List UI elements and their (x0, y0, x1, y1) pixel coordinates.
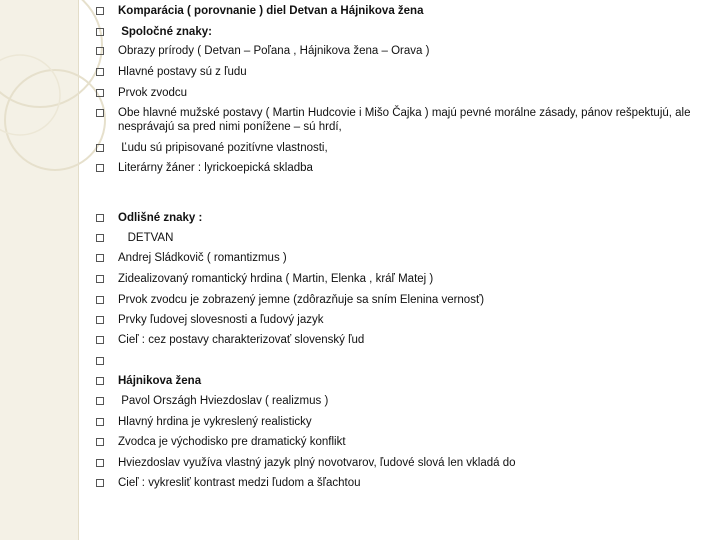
square-bullet-icon (96, 438, 104, 446)
list-item (96, 161, 696, 175)
square-bullet-icon (96, 234, 104, 242)
list-item (96, 141, 696, 155)
square-bullet-icon (96, 47, 104, 55)
square-bullet-icon (96, 275, 104, 283)
square-bullet-icon (96, 377, 104, 385)
list-item (96, 435, 696, 449)
list-item-text: DETVAN (118, 232, 174, 244)
list-item (96, 333, 696, 347)
list-item (96, 25, 696, 39)
list-item-text: Prvky ľudovej slovesnosti a ľudový jazyk (118, 314, 324, 326)
list-item (96, 86, 696, 100)
list-item-text: Ľudu sú pripisované pozitívne vlastnosti, (118, 142, 328, 154)
list-item (96, 456, 696, 470)
square-bullet-icon (96, 336, 104, 344)
square-bullet-icon (96, 7, 104, 15)
square-bullet-icon (96, 164, 104, 172)
list-item (96, 4, 696, 18)
list-item-text: Obrazy prírody ( Detvan – Poľana , Hájnikova žena – Orava ) (118, 45, 430, 57)
list-item-text: Pavol Országh Hviezdoslav ( realizmus ) (118, 395, 329, 407)
square-bullet-icon (96, 296, 104, 304)
list-item-text: Hviezdoslav využíva vlastný jazyk plný novotvarov, ľudové slová len vkladá do (118, 457, 516, 469)
list-item-text: Cieľ : cez postavy charakterizovať slovenský ľud (118, 334, 365, 346)
list-item-text: Literárny žáner : lyrickoepická skladba (118, 162, 313, 174)
list-item-text: Komparácia ( porovnanie ) diel Detvan a Hájnikova žena (118, 5, 424, 17)
list-item (96, 354, 696, 365)
list-item-text: Zidealizovaný romantický hrdina ( Martin, Elenka , kráľ Matej ) (118, 273, 434, 285)
list-item-text: Prvok zvodcu je zobrazený jemne (zdôrazňuje sa sním Elenina vernosť) (118, 294, 485, 306)
list-item (96, 44, 696, 58)
square-bullet-icon (96, 479, 104, 487)
square-bullet-icon (96, 28, 104, 36)
list-item (96, 231, 696, 245)
square-bullet-icon (96, 254, 104, 262)
list-item (96, 272, 696, 286)
square-bullet-icon (96, 357, 104, 365)
list-item-text: Odlišné znaky : (118, 212, 203, 224)
list-item (96, 293, 696, 307)
square-bullet-icon (96, 459, 104, 467)
square-bullet-icon (96, 109, 104, 117)
square-bullet-icon (96, 144, 104, 152)
list-item (96, 65, 696, 79)
list-item-text: Hájnikova žena (118, 375, 202, 387)
list-item (96, 394, 696, 408)
list-item (96, 374, 696, 388)
list-item-text: Andrej Sládkovič ( romantizmus ) (118, 252, 287, 264)
square-bullet-icon (96, 316, 104, 324)
list-item (96, 476, 696, 490)
list-item-text: Obe hlavné mužské postavy ( Martin Hudcovie i Mišo Čajka ) majú pevné morálne zásady, pánov rešpektujú, ale nesprávajú sa pred nimi ponížene – sú hrdí, (118, 107, 694, 133)
square-bullet-icon (96, 89, 104, 97)
list-item (96, 211, 696, 225)
list-item-text: Hlavný hrdina je vykreslený realisticky (118, 416, 312, 428)
list-item (96, 415, 696, 429)
square-bullet-icon (96, 397, 104, 405)
list-item (96, 106, 696, 134)
square-bullet-icon (96, 418, 104, 426)
list-item (96, 313, 696, 327)
list-item-text: Zvodca je východisko pre dramatický konflikt (118, 436, 346, 448)
list-item-text: Cieľ : vykresliť kontrast medzi ľudom a šľachtou (118, 477, 361, 489)
list-item-text: Hlavné postavy sú z ľudu (118, 66, 247, 78)
list-item-text: Prvok zvodcu (118, 87, 188, 99)
square-bullet-icon (96, 214, 104, 222)
square-bullet-icon (96, 68, 104, 76)
list-item-text: Spoločné znaky: (118, 26, 212, 38)
list-item (96, 251, 696, 265)
